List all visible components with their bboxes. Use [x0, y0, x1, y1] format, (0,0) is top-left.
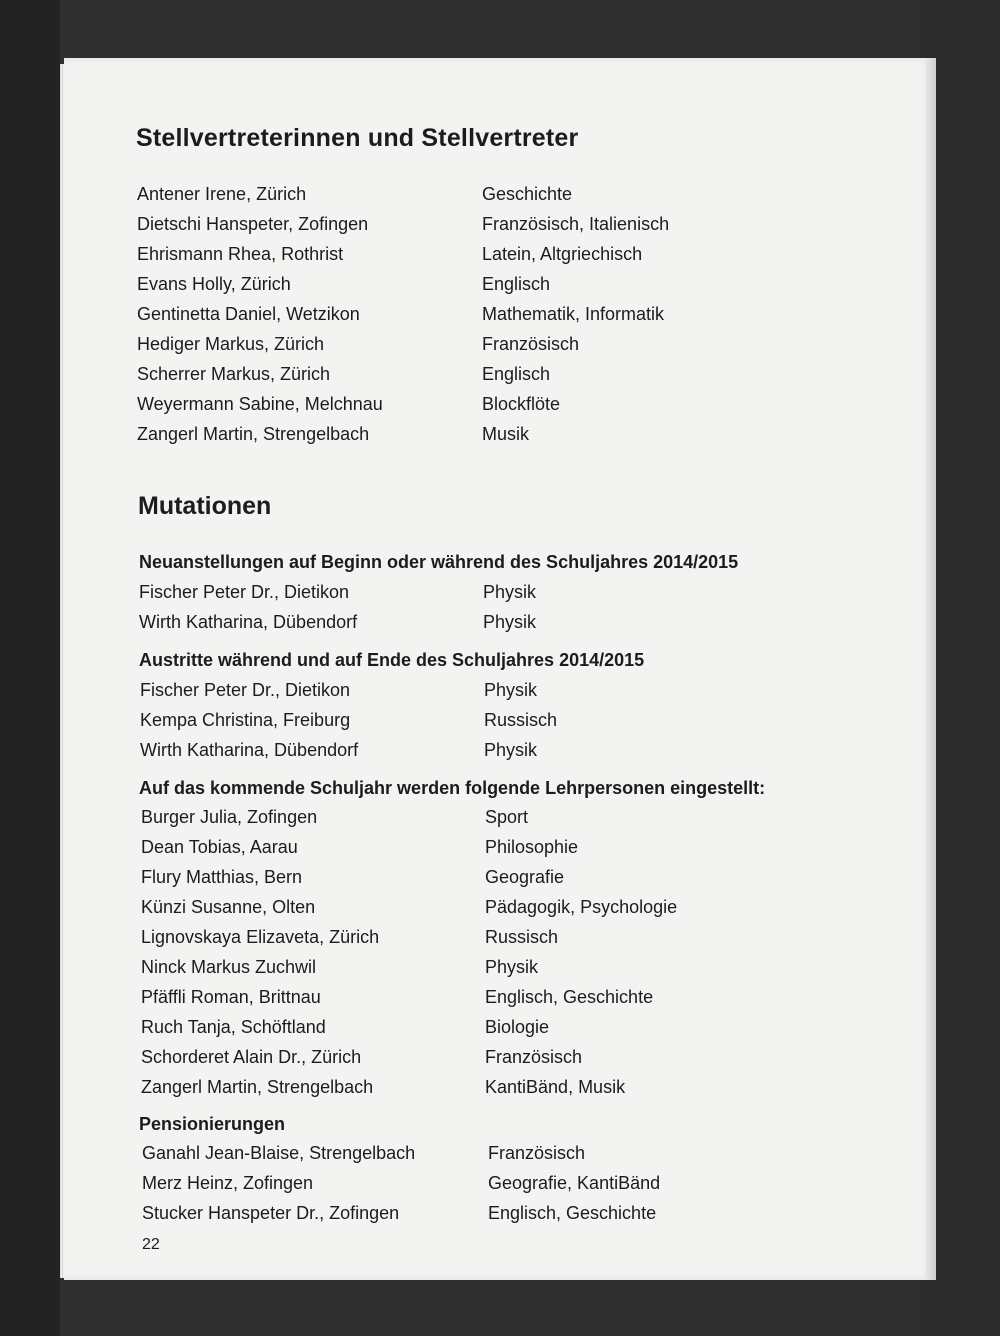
subject: Englisch, Geschichte — [488, 1203, 657, 1223]
subject: Physik — [484, 680, 538, 700]
person-name: Weyermann Sabine, Melchnau — [137, 394, 383, 414]
subject: Philosophie — [485, 837, 579, 857]
page-right-edge — [926, 58, 936, 1280]
person-name: Kempa Christina, Freiburg — [140, 710, 351, 730]
person-name: Ganahl Jean-Blaise, Strengelbach — [142, 1143, 416, 1163]
person-name: Dean Tobias, Aarau — [141, 837, 298, 857]
person-name: Gentinetta Daniel, Wetzikon — [137, 304, 360, 324]
subject: Russisch — [485, 927, 559, 947]
subject: Physik — [483, 612, 537, 632]
subject: Mathematik, Informatik — [482, 304, 665, 324]
person-name: Antener Irene, Zürich — [137, 184, 307, 204]
subject: Biologie — [485, 1017, 550, 1037]
section-title-stellvertreter: Stellvertreterinnen und Stellvertreter — [136, 124, 579, 152]
person-name: Ninck Markus Zuchwil — [141, 957, 317, 977]
person-name: Dietschi Hanspeter, Zofingen — [137, 214, 369, 234]
subject: Geografie — [485, 867, 565, 887]
subject: Physik — [485, 957, 539, 977]
person-name: Hediger Markus, Zürich — [137, 334, 325, 354]
section-title-mutationen: Mutationen — [138, 492, 272, 520]
person-name: Pfäffli Roman, Brittnau — [141, 987, 321, 1007]
subject: Sport — [485, 807, 529, 827]
subject: Geschichte — [482, 184, 573, 204]
subject: Englisch — [482, 274, 551, 294]
person-name: Zangerl Martin, Strengelbach — [141, 1077, 374, 1097]
subject: Musik — [482, 424, 530, 444]
page-content — [64, 58, 934, 1280]
subheading-pensionierungen: Pensionierungen — [139, 1114, 286, 1134]
person-name: Ehrismann Rhea, Rothrist — [137, 244, 344, 264]
person-name: Evans Holly, Zürich — [137, 274, 291, 294]
person-name: Schorderet Alain Dr., Zürich — [141, 1047, 362, 1067]
subject: Französisch — [485, 1047, 583, 1067]
person-name: Scherrer Markus, Zürich — [137, 364, 331, 384]
subject: Physik — [484, 740, 538, 760]
person-name: Stucker Hanspeter Dr., Zofingen — [142, 1203, 400, 1223]
subject: Geografie, KantiBänd — [488, 1173, 661, 1193]
page-number: 22 — [142, 1236, 160, 1253]
subject: Französisch — [482, 334, 580, 354]
subheading-neuanstellungen: Neuanstellungen auf Beginn oder während des Schuljahres 2014/2015 — [139, 552, 739, 572]
scan-background-left — [0, 0, 60, 1336]
person-name: Künzi Susanne, Olten — [141, 897, 316, 917]
person-name: Ruch Tanja, Schöftland — [141, 1017, 326, 1037]
subject: Pädagogik, Psychologie — [485, 897, 678, 917]
subject: Französisch, Italienisch — [482, 214, 670, 234]
subheading-austritte: Austritte während und auf Ende des Schuljahres 2014/2015 — [139, 650, 645, 670]
person-name: Wirth Katharina, Dübendorf — [139, 612, 358, 632]
subject: Latein, Altgriechisch — [482, 244, 643, 264]
subject: KantiBänd, Musik — [485, 1077, 626, 1097]
person-name: Wirth Katharina, Dübendorf — [140, 740, 359, 760]
person-name: Fischer Peter Dr., Dietikon — [139, 582, 350, 602]
person-name: Lignovskaya Elizaveta, Zürich — [141, 927, 380, 947]
subject: Russisch — [484, 710, 558, 730]
subheading-kommende: Auf das kommende Schuljahr werden folgende Lehrpersonen eingestellt: — [139, 778, 766, 798]
person-name: Fischer Peter Dr., Dietikon — [140, 680, 351, 700]
subject: Physik — [483, 582, 537, 602]
subject: Blockflöte — [482, 394, 561, 414]
subject: Englisch — [482, 364, 551, 384]
person-name: Burger Julia, Zofingen — [141, 807, 318, 827]
subject: Französisch — [488, 1143, 586, 1163]
person-name: Zangerl Martin, Strengelbach — [137, 424, 370, 444]
person-name: Merz Heinz, Zofingen — [142, 1173, 314, 1193]
person-name: Flury Matthias, Bern — [141, 867, 303, 887]
subject: Englisch, Geschichte — [485, 987, 654, 1007]
document-page — [64, 58, 934, 1280]
